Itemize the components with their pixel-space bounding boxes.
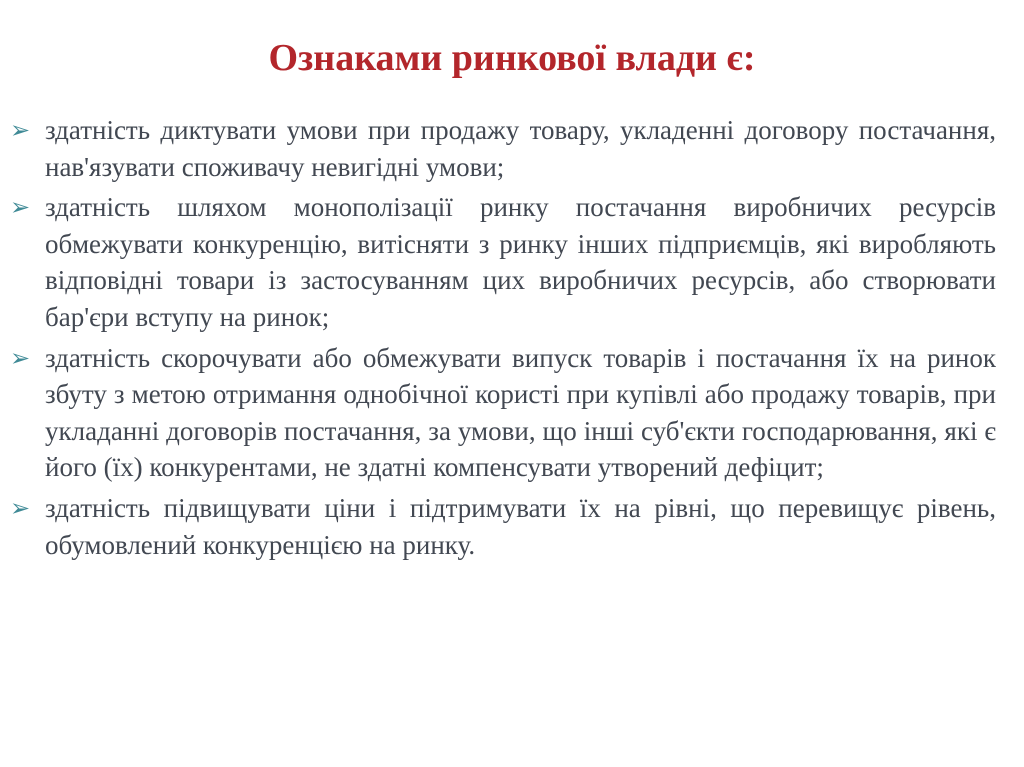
bullet-item-3 [10, 340, 996, 486]
slide-title: Ознаками ринкової влади є: [268, 37, 756, 79]
bullet-item-4 [10, 490, 996, 563]
bullet-text-3: здатність скорочувати або обмежувати випуск товарів і постачання їх на ринок збуту з метою отримання однобічної користі при купівлі або продажу товарів, при укладанні договорів постачання, за умови, що інші суб'єкти господарювання, які є його (їх) конкурентами, не здатні компенсувати утворений дефіцит; [45, 342, 996, 483]
bullet-item-1 [10, 112, 996, 185]
arrow-bullet-icon: ➢ [10, 193, 31, 222]
bullet-list [10, 112, 996, 567]
bullet-item-2 [10, 189, 996, 335]
bullet-text-4: здатність підвищувати ціни і підтримувати їх на рівні, що перевищує рівень, обумовлений конкуренцією на ринку. [45, 492, 996, 560]
arrow-bullet-icon: ➢ [10, 493, 31, 522]
bullet-text-2: здатність шляхом монополізації ринку постачання виробничих ресурсів обмежувати конкуренцію, витісняти з ринку інших підприємців, які виробляють відповідні товари із застосуванням цих виробничих ресурсів, або створювати бар'єри вступу на ринок; [45, 192, 996, 332]
arrow-bullet-icon: ➢ [10, 343, 31, 372]
arrow-bullet-icon: ➢ [10, 116, 31, 144]
bullet-text-1: здатність диктувати умови при продажу товару, укладенні договору постачання, нав'язувати споживачу невигідні умови; [45, 115, 996, 182]
